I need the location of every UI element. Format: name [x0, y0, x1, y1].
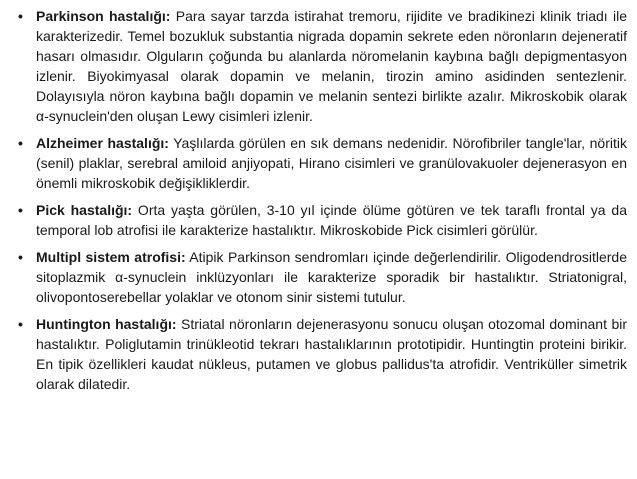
term-huntington: Huntington hastalığı: — [36, 316, 177, 332]
list-item-pick — [18, 200, 627, 240]
list-item-alzheimer — [18, 133, 627, 193]
term-multiple-system-atrophy: Multipl sistem atrofisi: — [36, 249, 186, 265]
bullet: • — [18, 249, 23, 265]
description-pick: Orta yaşta görülen, 3-10 yıl içinde ölüme götüren ve tek taraflı frontal ya da temporal lob atrofisi ile karakterize hastalıktır. Mikroskobide Pick cisimleri görülür. — [36, 202, 627, 238]
bullet: • — [18, 135, 23, 151]
bullet: • — [18, 8, 23, 24]
bullet: • — [18, 202, 23, 218]
list-item-multiple-system-atrophy — [18, 247, 627, 307]
term-pick: Pick hastalığı: — [36, 202, 133, 218]
description-huntington: Striatal nöronların dejenerasyonu sonucu oluşan otozomal dominant bir hastalıktır. Poliglutamin trinükleotid tekrarı hastalıklarının prototipidir. Huntingtin proteini birikir. En tipik özellikleri kaudat nükleus, putamen ve globus pallidus'ta atrofidir. Ventriküller simetrik olarak dilatedir. — [36, 316, 627, 392]
term-parkinson: Parkinson hastalığı: — [36, 8, 171, 24]
list-item-parkinson — [18, 6, 627, 126]
description-multiple-system-atrophy: Atipik Parkinson sendromları içinde değerlendirilir. Oligodendrositlerde sitoplazmik α-synuclein inklüzyonları ile karakterize sporadik bir hastalıktır. Striatonigral, olivopontoserebellar yolaklar ve otonom sinir sistemi tutulur. — [36, 249, 627, 305]
term-alzheimer: Alzheimer hastalığı: — [36, 135, 169, 151]
bullet: • — [18, 316, 23, 332]
list-item-huntington — [18, 314, 627, 394]
description-alzheimer: Yaşlılarda görülen en sık demans nedenidir. Nörofibriler tangle'lar, nöritik (senil) plaklar, serebral amiloid anjiyopati, Hirano cisimleri ve granülovakuoler dejenerasyon en önemli mikroskobik değişikliklerdir. — [36, 135, 627, 191]
description-parkinson: Para sayar tarzda istirahat tremoru, rijidite ve bradikinezi klinik triadı ile karakterizedir. Temel bozukluk substantia nigrada dopamin sekrete eden nöronların dejeneratif hasarı olmasıdır. Olguların çoğunda bu alanlarda nöromelanin kaybına bağlı depigmentasyon izlenir. Biyokimyasal olarak dopamin ve melanin, tirozin amino asidinden sentezlenir. Dolayısıyla nöron kaybına bağlı dopamin ve melanin sentezi birlikte azalır. Mikroskobik olarak α-synuclein'den oluşan Lewy cisimleri izlenir. — [36, 8, 627, 124]
